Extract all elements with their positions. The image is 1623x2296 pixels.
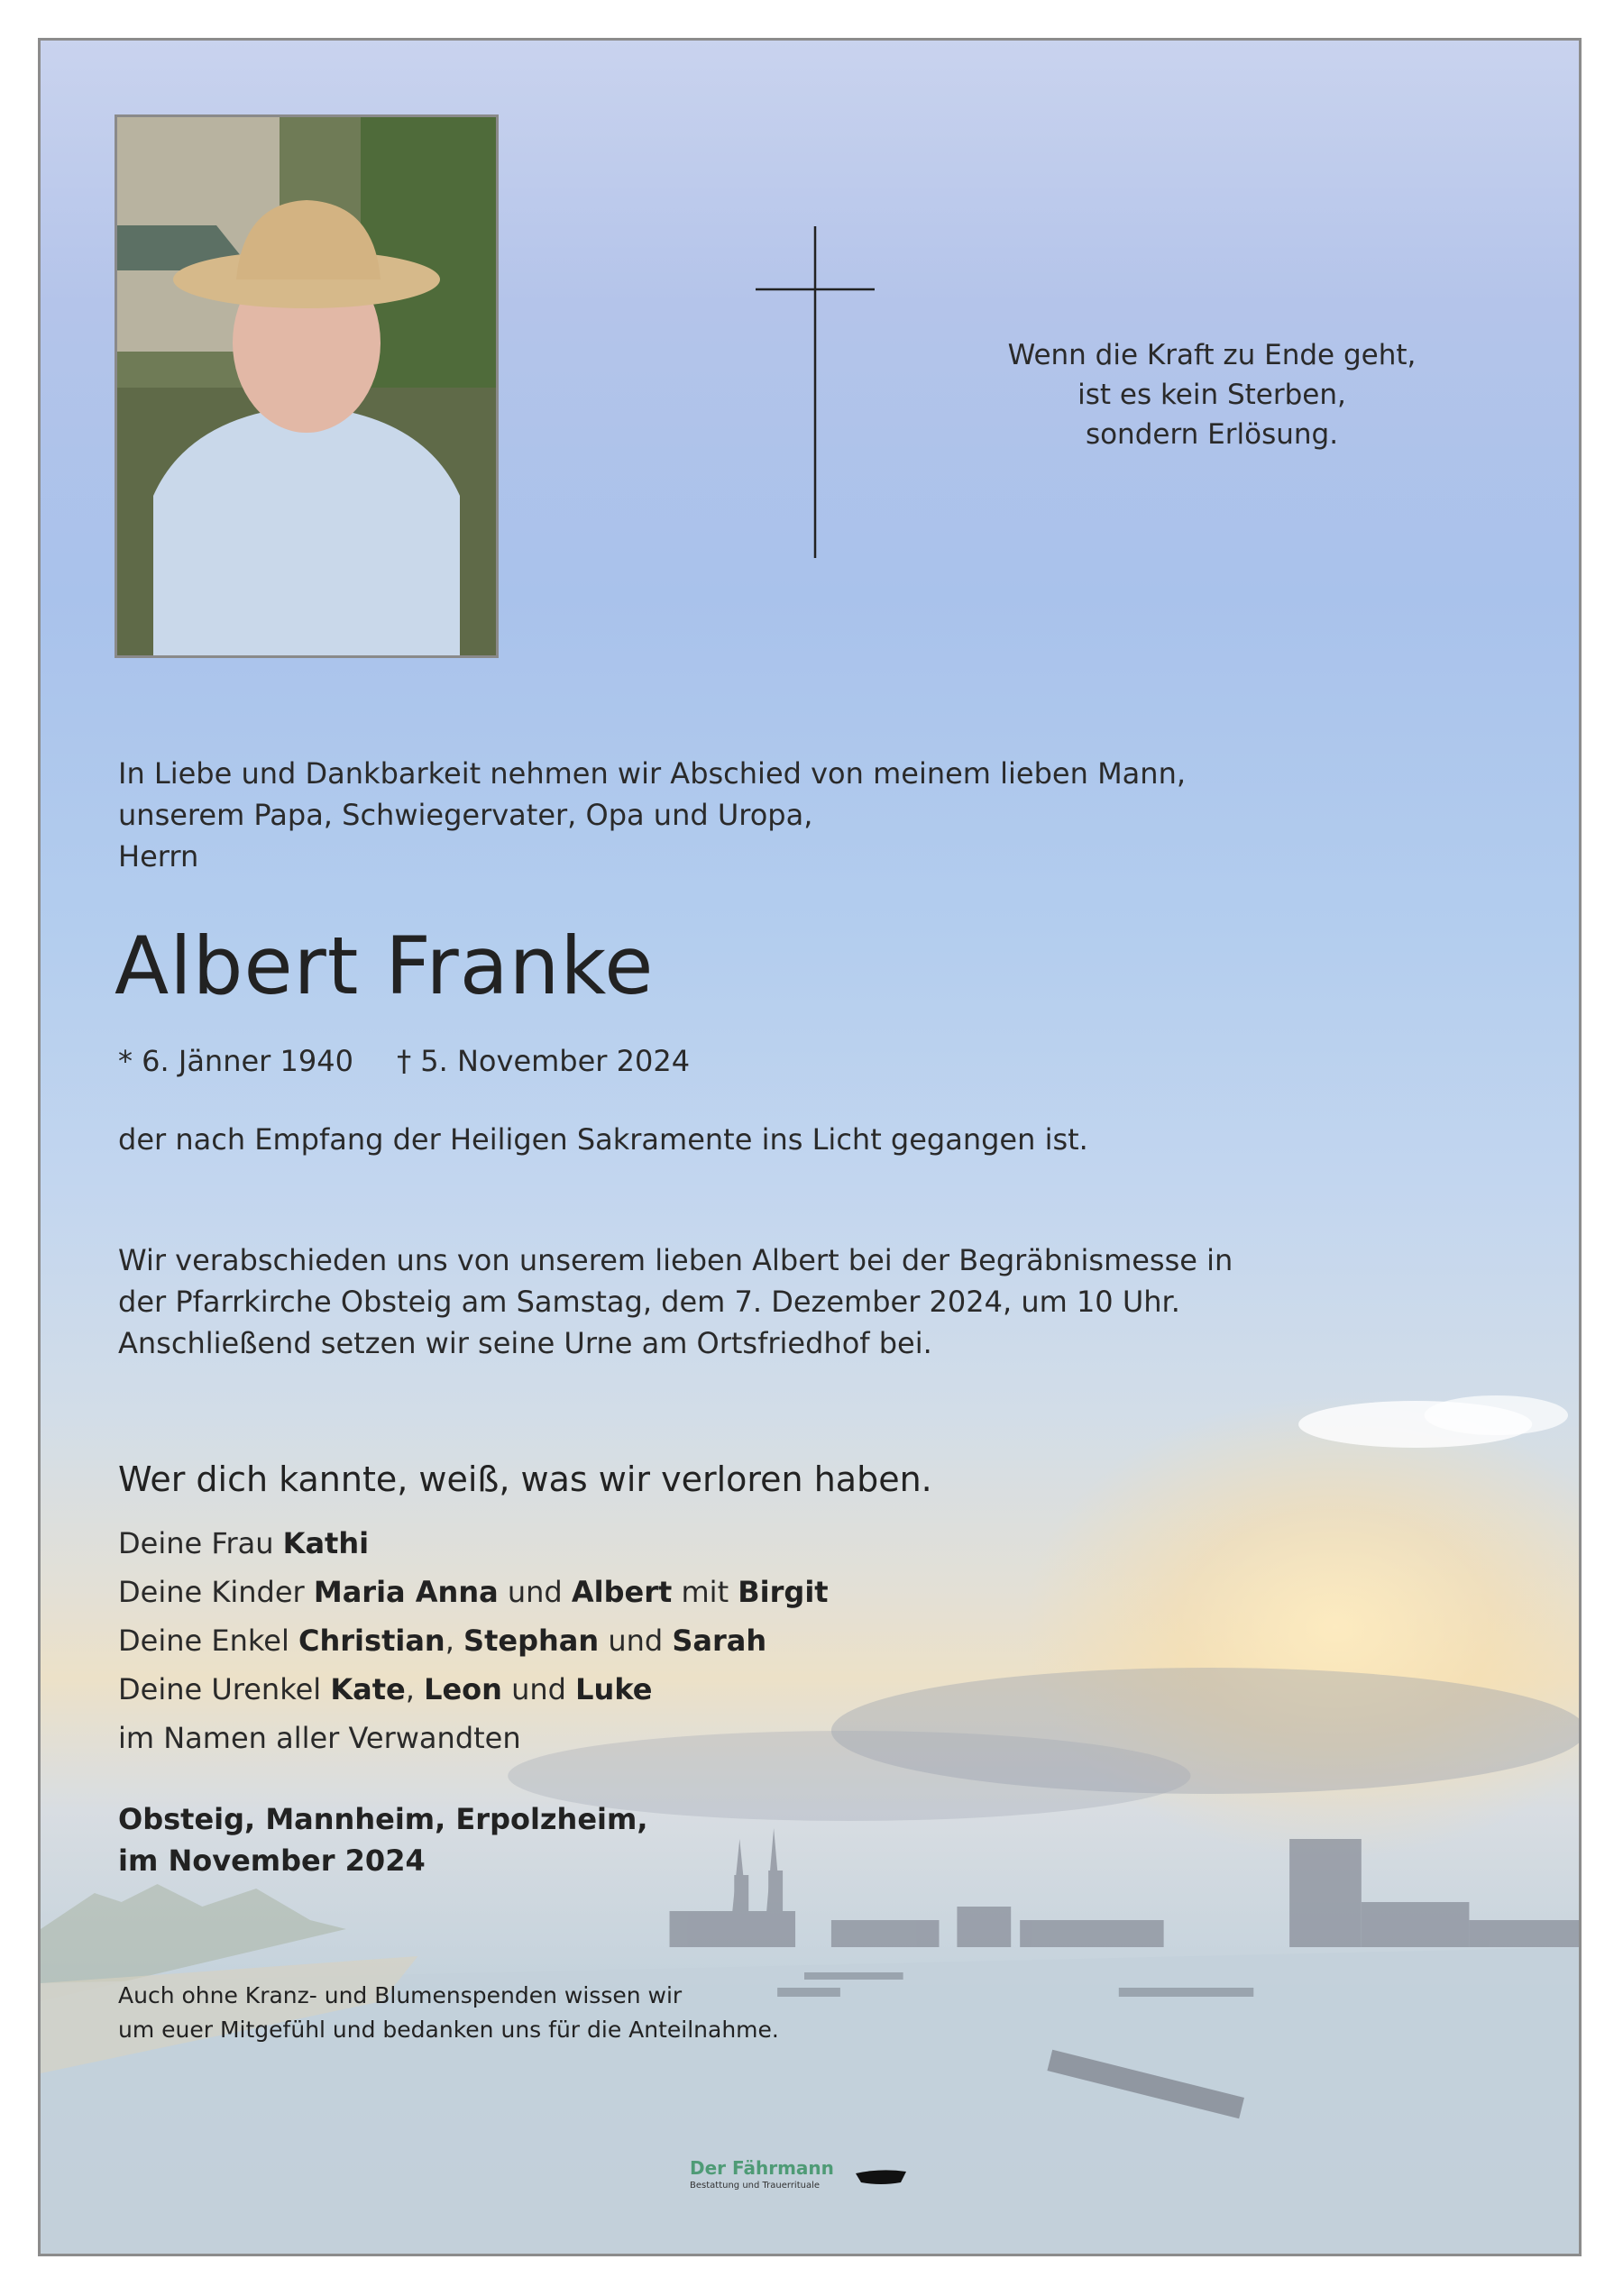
memorial-quote <box>964 335 1460 454</box>
family-member-name: Birgit <box>738 1575 829 1609</box>
deceased-name: Albert Franke <box>115 919 655 1012</box>
quote-line: sondern Erlösung. <box>1085 418 1339 451</box>
death-symbol: † <box>397 1044 412 1078</box>
barge <box>804 1972 903 1980</box>
family-line-wife <box>118 1519 829 1568</box>
thanks-note <box>118 1979 779 2047</box>
family-connector: und <box>498 1575 572 1609</box>
family-member-name: Sarah <box>672 1624 767 1658</box>
place-line: im November 2024 <box>118 1843 426 1878</box>
service-line: der Pfarrkirche Obsteig am Samstag, dem 7. Dezember 2024, um 10 Uhr. <box>118 1285 1180 1319</box>
cross-icon <box>756 226 875 558</box>
service-line: Wir verabschieden uns von unserem lieben Albert bei der Begräbnismesse in <box>118 1243 1233 1277</box>
intro-text <box>118 753 1186 877</box>
family-line-relatives: im Namen aller Verwandten <box>118 1721 521 1755</box>
family-line-prefix: Deine Urenkel <box>118 1672 331 1706</box>
family-member-name: Stephan <box>463 1624 600 1658</box>
birth-symbol: * <box>118 1044 133 1078</box>
family-member-name: Albert <box>571 1575 673 1609</box>
thanks-line: um euer Mitgefühl und bedanken uns für die Anteilnahme. <box>118 2017 779 2043</box>
barge <box>1119 1988 1253 1997</box>
family-member-name: Leon <box>424 1672 502 1706</box>
thanks-line: Auch ohne Kranz- und Blumenspenden wissen wir <box>118 1982 683 2008</box>
motto: Wer dich kannte, weiß, was wir verloren haben. <box>118 1459 932 1499</box>
family-connector: und <box>599 1624 673 1658</box>
funeral-home-logo <box>690 2157 906 2220</box>
family-member-name: Kate <box>330 1672 406 1706</box>
quote-line: ist es kein Sterben, <box>1077 379 1346 411</box>
skyline-buildings <box>670 1828 1579 1947</box>
family-member-name: Christian <box>298 1624 445 1658</box>
intro-line: Herrn <box>118 839 199 874</box>
family-connector: und <box>501 1672 576 1706</box>
service-line: Anschließend setzen wir seine Urne am Ortsfriedhof bei. <box>118 1326 932 1360</box>
intro-line: unserem Papa, Schwiegervater, Opa und Uropa, <box>118 798 813 832</box>
quote-line: Wenn die Kraft zu Ende geht, <box>1007 339 1417 371</box>
family-connector: , <box>445 1624 464 1658</box>
family-line-prefix: Deine Enkel <box>118 1624 298 1658</box>
logo-tagline: Bestattung und Trauerrituale <box>690 2181 821 2191</box>
birth-date: 6. Jänner 1940 <box>142 1044 353 1078</box>
family-line-prefix: Deine Kinder <box>118 1575 314 1609</box>
funeral-service-text <box>118 1239 1233 1364</box>
family-connector: , <box>405 1672 425 1706</box>
intro-line: In Liebe und Dankbarkeit nehmen wir Abschied von meinem lieben Mann, <box>118 756 1187 791</box>
place-line: Obsteig, Mannheim, Erpolzheim, <box>118 1802 648 1836</box>
life-dates <box>118 1041 690 1081</box>
family-line-grandchildren <box>118 1616 829 1665</box>
family-member-name: Kathi <box>282 1526 370 1560</box>
cloud <box>1425 1395 1568 1435</box>
obituary-card <box>38 38 1582 2256</box>
family-list <box>118 1519 829 1762</box>
portrait-image <box>117 117 496 655</box>
portrait-photo <box>115 114 499 658</box>
barge <box>777 1988 840 1997</box>
family-line-children <box>118 1568 829 1616</box>
family-line-great-grandchildren <box>118 1665 829 1714</box>
boat-icon <box>854 2164 908 2188</box>
family-member-name: Maria Anna <box>313 1575 499 1609</box>
family-line-prefix: Deine Frau <box>118 1526 283 1560</box>
family-member-name: Luke <box>575 1672 653 1706</box>
death-date: 5. November 2024 <box>420 1044 691 1078</box>
place-and-date <box>118 1798 648 1881</box>
family-connector: mit <box>672 1575 738 1609</box>
logo-name: Der Fährmann <box>690 2157 834 2179</box>
sacrament-line: der nach Empfang der Heiligen Sakramente ins Licht gegangen ist. <box>118 1122 1088 1157</box>
